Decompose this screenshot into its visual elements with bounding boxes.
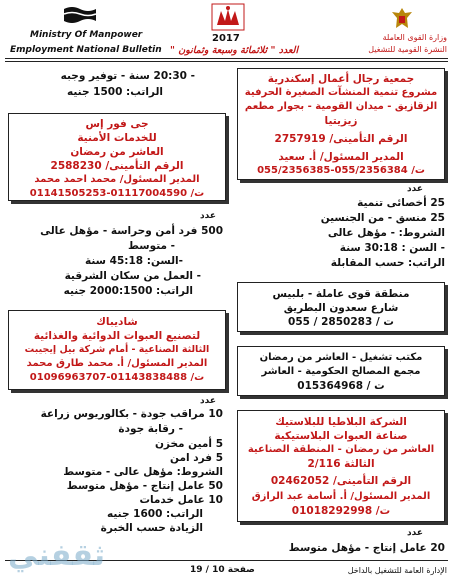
job-raise: الزيادة حسب الخبرة — [100, 522, 203, 534]
page-number: صفحة 10 / 19 — [190, 565, 255, 575]
header-year: 2017 — [212, 33, 240, 44]
job-row: 500 فرد أمن وحراسة - مؤهل عالى — [40, 225, 223, 237]
office-name: مكتب تشغيل - العاشر من رمضان — [259, 352, 423, 363]
company-phone: ت/ 01143838488-01096963707 — [29, 372, 205, 383]
job-salary: الراتب: 2000:1500 جنيه — [63, 285, 193, 297]
company-name: شاديباك — [96, 316, 138, 328]
insurance-number: الرقم التأمينى/ 2757919 — [274, 133, 408, 145]
company-address-2: الثالثة 2/116 — [307, 458, 375, 470]
job-row: 10 عامل خدمات — [139, 494, 223, 506]
company-phone: ت/ 01117004590-01141505253 — [29, 188, 205, 199]
job-salary: الراتب: 1600 جنيه — [107, 508, 203, 520]
job-row: 10 مراقب جودة - بكالوريوس زراعة — [40, 408, 223, 420]
company-name: جى فور إس — [85, 118, 149, 130]
job-row: 5 فرد امن — [170, 452, 223, 464]
job-conditions: الشروط: مؤهل عالى - متوسط — [63, 466, 223, 478]
job-age: -السن: 45:18 سنة — [85, 255, 183, 267]
company-phone: ت/ 01018292998 — [291, 505, 391, 517]
office-address: شارع سعدون البطريق — [283, 302, 399, 314]
company-box-plastic — [237, 410, 445, 522]
job-row: 20 عامل إنتاج - مؤهل متوسط — [288, 542, 445, 554]
company-box-alexandria — [237, 68, 445, 180]
count-header: عدد — [407, 528, 423, 538]
company-name: الشركة البلاطيا للبلاستيك — [275, 416, 407, 428]
company-address-2: زيزيتيا — [324, 115, 358, 127]
manager-name: المدير المسئول/ محمد احمد محمد — [34, 174, 200, 185]
office-phone: ت / 2850283 / 055 — [288, 316, 394, 328]
department-name: الإدارة العامة للتشغيل بالداخل — [347, 566, 447, 575]
company-activity: للخدمات الأمنية — [77, 132, 157, 144]
insurance-number: الرقم التأمينى/ 02462052 — [270, 475, 412, 487]
company-activity: لتصنيع العبوات الدوائية والغذائية — [33, 330, 201, 342]
manager-name: المدير المسئول/ أ. أسامة عبد الرازق — [251, 491, 431, 502]
left-top-line-1: - 20:30 سنة - توفير وجبه — [60, 70, 195, 82]
job-row: 5 أمين مخزن — [154, 438, 223, 450]
bulletin-title-en: Employment National Bulletin — [10, 45, 162, 55]
employment-office-box-10th — [237, 346, 445, 396]
count-header: عدد — [200, 211, 216, 221]
company-box-shadibak — [8, 310, 226, 390]
job-age: - السن : 30:18 سنة — [339, 242, 445, 254]
manager-name: المدير المسئول/ أ. محمد طارق محمد — [26, 358, 208, 369]
company-address: العاشر من رمضان - المنطقة الصناعية — [247, 444, 435, 455]
header-divider — [5, 58, 448, 59]
count-header: عدد — [407, 184, 423, 194]
office-name: منطقة قوى عاملة - بلبيس — [272, 288, 410, 300]
job-qualification: - متوسط — [128, 240, 175, 252]
job-row: 25 منسق - من الجنسين — [320, 212, 445, 224]
center-emblem-logo — [211, 3, 245, 31]
labour-office-box-belbeis — [237, 282, 445, 332]
company-address: الثالثة الصناعية - أمام شركة بيل إيجيبت — [24, 344, 210, 355]
job-row: - رقابة جودة — [118, 423, 183, 435]
insurance-number: الرقم التأمينى/ 2588230 — [50, 160, 184, 172]
left-flag-logo — [62, 5, 98, 27]
watermark-logo: ثقفني — [8, 538, 106, 573]
company-address: الزقازيق - ميدان القومية - بجوار مطعم — [244, 101, 438, 112]
company-project: مشروع تنمية المنشآت الصغيرة الحرفية — [244, 87, 438, 98]
header-divider-2 — [5, 61, 448, 62]
job-row: 25 أخصائى تنمية — [357, 197, 445, 209]
manager-name: المدير المسئول/ أ. سعيد — [278, 151, 404, 163]
count-header: عدد — [200, 396, 216, 406]
job-salary: الراتب: حسب المقابلة — [330, 257, 445, 269]
job-conditions: الشروط: - مؤهل عالى — [327, 227, 445, 239]
ministry-title-en: Ministry Of Manpower — [30, 30, 143, 40]
egypt-eagle-logo — [390, 6, 414, 32]
job-row: 50 عامل إنتاج - مؤهل متوسط — [66, 480, 223, 492]
issue-number: العدد " ثلاثمائة وسبعة وثمانون " — [170, 45, 299, 56]
company-name: جمعية رجال أعمال إسكندرية — [267, 73, 415, 85]
ministry-title-ar: وزارة القوى العاملة — [382, 33, 447, 42]
company-address: العاشر من رمضان — [70, 146, 164, 158]
left-top-line-2: الراتب: 1500 جنيه — [67, 86, 163, 98]
office-address: مجمع المصالح الحكومية - العاشر — [261, 366, 421, 377]
company-activity: صناعة العبوات البلاستيكية — [274, 430, 408, 442]
bulletin-title-ar: النشرة القومية للتشغيل — [368, 45, 447, 54]
company-phone: ت/ 055/2356384-055/2356385 — [257, 165, 425, 176]
office-phone: ت / 015364968 — [297, 380, 385, 392]
job-residence: - العمل من سكان الشرقية — [64, 270, 201, 282]
company-box-g4s — [8, 113, 226, 201]
